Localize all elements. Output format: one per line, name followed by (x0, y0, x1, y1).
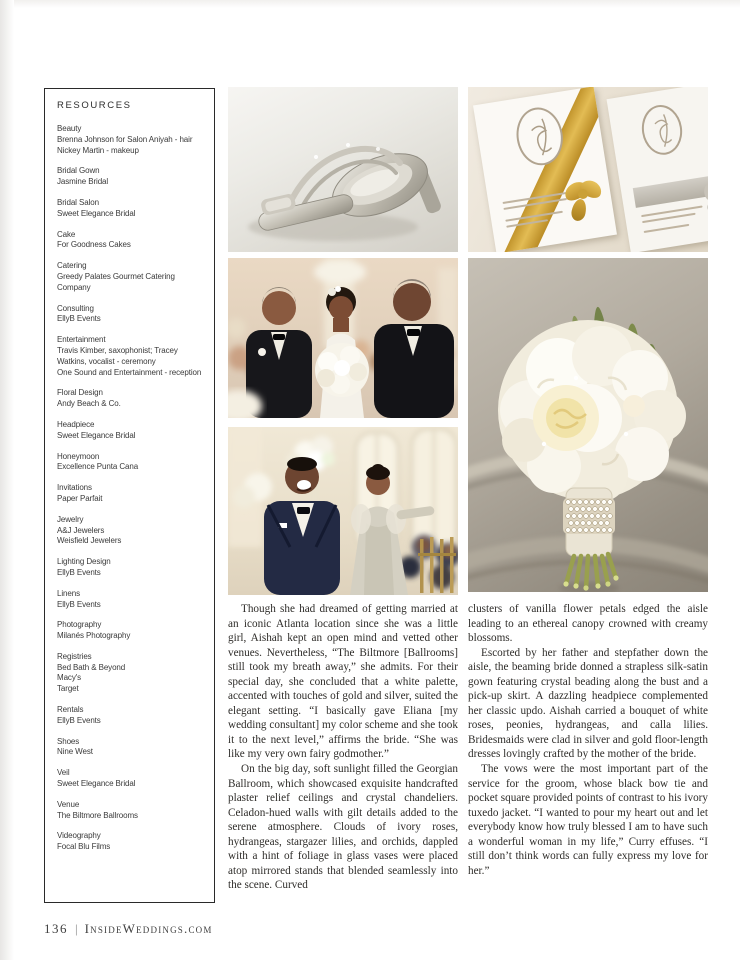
resource-vendor: Bed Bath & Beyond (57, 662, 126, 672)
resource-vendor: EllyB Events (57, 715, 101, 725)
aisle-illustration (228, 427, 458, 595)
photo-white-bouquet (468, 258, 708, 592)
resource-entry (57, 768, 204, 790)
resource-vendor: Travis Kimber, saxophonist; Tracey Watkins, vocalist - ceremony (57, 345, 178, 366)
resource-entry (57, 652, 204, 695)
resource-entry (57, 452, 204, 474)
resource-vendor: Brenna Johnson for Salon Aniyah - hair (57, 134, 193, 144)
photo-bride-escorted (228, 258, 458, 418)
resource-vendor: EllyB Events (57, 567, 101, 577)
monogram-flourish (515, 106, 565, 166)
feature-peony (533, 385, 599, 451)
article-paragraph: The vows were the most important part of the service for the groom, whose black bow tie and pocket square provided points of contrast to his ivory tuxedo jacket. “I wanted to pour my heart out and let everybody know how truly blessed I am to have such a wonderful woman in my life,” Curry effuses. “I still don’t think words can fully express my love for her.” (468, 763, 708, 877)
resource-category: Headpiece (57, 419, 95, 429)
resources-heading: RESOURCES (57, 100, 132, 111)
bride-figure (315, 286, 369, 418)
resource-entry (57, 589, 204, 611)
resource-entry (57, 800, 204, 822)
article-paragraph: clusters of vanilla flower petals edged the aisle leading to an ethereal canopy crowned with creamy blossoms. (468, 603, 708, 645)
resource-entry (57, 705, 204, 727)
resource-category: Veil (57, 768, 70, 778)
page-edge-shadow (0, 0, 14, 960)
resource-vendor: Nickey Martin - makeup (57, 145, 139, 155)
article-paragraph: Though she had dreamed of getting married at an iconic Atlanta location since she was a little girl, Aishah kept an open mind and vetted other venues. Nevertheless, “The Biltmore [Ballrooms] still took my breath away,” she admits. For their special day, she concluded that a white palette, accented with touches of gold and silver, suited the elegant setting. “I basically gave Eliana [my wedding consultant] my color scheme and she took it to the next level,” affirms the bride. “She was like my very own fairy godmother.” (228, 603, 458, 761)
resource-vendor: Greedy Palates Gourmet Catering Company (57, 271, 175, 292)
resource-vendor: Sweet Elegance Bridal (57, 779, 136, 789)
photo-invitations (468, 87, 708, 252)
resource-category: Cake (57, 229, 76, 239)
resource-entry (57, 261, 204, 293)
article-column-left (228, 602, 458, 912)
resource-vendor: For Goodness Cakes (57, 240, 131, 250)
resource-entry (57, 198, 204, 220)
resource-entry (57, 230, 204, 252)
resource-entry (57, 388, 204, 410)
resource-category: Honeymoon (57, 451, 100, 461)
resource-vendor: Paper Parfait (57, 493, 103, 503)
article-column-right (468, 602, 708, 912)
resource-vendor: A&J Jewelers (57, 525, 105, 535)
resource-category: Beauty (57, 124, 82, 133)
silver-ribbon (633, 169, 708, 208)
resource-vendor: Andy Beach & Co. (57, 399, 121, 409)
resource-category: Photography (57, 620, 102, 630)
resource-entry (57, 831, 204, 853)
resource-vendor: EllyB Events (57, 599, 101, 609)
resource-vendor: Milanés Photography (57, 631, 131, 641)
resource-entry (57, 620, 204, 642)
monogram-oval (638, 102, 685, 158)
resource-vendor: Macy's (57, 673, 82, 683)
resource-entry (57, 737, 204, 759)
crystal-stem-wrap (563, 488, 615, 556)
resource-category: Bridal Gown (57, 166, 100, 176)
monogram-oval (512, 104, 567, 168)
resource-vendor: Sweet Elegance Bridal (57, 208, 136, 218)
page-footer (44, 921, 213, 937)
shoes-illustration (228, 87, 458, 252)
resource-entry (57, 124, 204, 156)
resource-vendor: One Sound and Entertainment - reception (57, 367, 202, 377)
monogram-flourish (641, 104, 684, 155)
groom-figure (264, 457, 340, 595)
resource-category: Shoes (57, 736, 80, 746)
resources-sidebar (44, 88, 215, 903)
resource-entry (57, 166, 204, 188)
resource-entry (57, 335, 204, 378)
resource-category: Jewelry (57, 514, 84, 524)
resource-entry (57, 304, 204, 326)
resource-vendor: EllyB Events (57, 314, 101, 324)
resource-vendor: The Biltmore Ballrooms (57, 810, 138, 820)
invitation-card-front (473, 87, 617, 252)
resource-category: Entertainment (57, 335, 106, 345)
resource-vendor: Sweet Elegance Bridal (57, 430, 136, 440)
article-paragraph: Escorted by her father and stepfather down the aisle, the beaming bride donned a strapless silk-satin gown featuring crystal beading along the bust and a pick-up skirt. A dazzling headpiece complemented her classic updo. Aishah carried a bouquet of white roses, peonies, hydrangeas, and calla lilies. Bridesmaids were clad in silver and gold floor-length dresses lovingly crafted by the mother of the bride. (468, 646, 708, 761)
footer-site-name: InsideWeddings.com (84, 921, 213, 936)
bridal-bouquet (315, 343, 369, 397)
resource-category: Registries (57, 651, 92, 661)
invitation-text-line (644, 224, 690, 233)
resource-category: Videography (57, 831, 101, 841)
guests-blurred (399, 535, 458, 589)
resource-vendor: Target (57, 684, 79, 694)
resource-category: Lighting Design (57, 557, 111, 567)
article-paragraph: On the big day, soft sunlight filled the Georgian Ballroom, which showcased exquisite handcrafted plaster relief ceilings and crystal chandeliers. Celadon-hued walls with gilt details added to the serene atmosphere. Clouds of ivory roses, hydrangeas, stargazer lilies, and orchids, dappled with a hint of foliage in glass vases were placed atop mirrored stands that blended seamlessly into the scene. Curved (228, 763, 458, 892)
page-number: 136 (44, 921, 68, 936)
resource-category: Invitations (57, 483, 92, 493)
resource-entry (57, 557, 204, 579)
resource-entry (57, 483, 204, 505)
resource-vendor: Nine West (57, 747, 93, 757)
resource-vendor: Weisfield Jewelers (57, 536, 122, 546)
invitation-card-back (607, 87, 708, 252)
resource-vendor: Excellence Punta Cana (57, 462, 139, 472)
resource-vendor: Focal Blu Films (57, 842, 111, 852)
resource-category: Catering (57, 261, 87, 271)
resource-entry (57, 515, 204, 547)
resource-category: Consulting (57, 303, 94, 313)
resource-category: Venue (57, 799, 80, 809)
flower-mass (498, 320, 686, 502)
resource-category: Linens (57, 588, 80, 598)
photo-couple-aisle (228, 427, 458, 595)
page-edge-top (0, 0, 740, 8)
ceremony-illustration (228, 258, 458, 418)
bouquet-illustration (468, 258, 708, 592)
resource-category: Floral Design (57, 388, 103, 398)
photo-silver-bridal-heels (228, 87, 458, 252)
resource-vendor: Jasmine Bridal (57, 177, 109, 187)
resource-entry (57, 420, 204, 442)
gold-ribbon-bow (564, 179, 608, 223)
resource-category: Bridal Salon (57, 197, 99, 207)
footer-separator: | (75, 921, 78, 936)
resource-category: Rentals (57, 705, 84, 715)
silver-ribbon-bow (704, 183, 708, 217)
